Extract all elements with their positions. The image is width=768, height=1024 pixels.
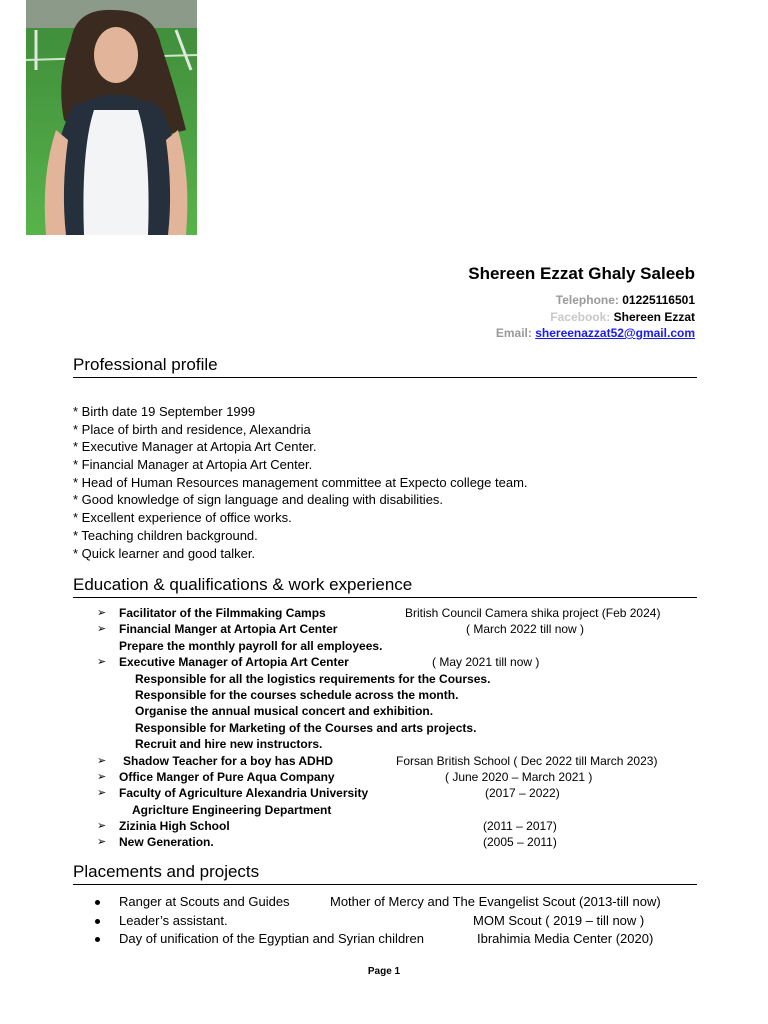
arrow-bullet-icon: ➢ — [97, 787, 107, 800]
education-list — [73, 605, 697, 851]
list-item: * Executive Manager at Artopia Art Center. — [73, 439, 317, 455]
placements-section-title: Placements and projects — [73, 862, 697, 885]
list-item: Responsible for the courses schedule across the month. — [135, 687, 459, 702]
email-link[interactable]: shereenazzat52@gmail.com — [535, 326, 695, 340]
arrow-bullet-icon: ➢ — [97, 770, 107, 783]
page-number: Page 1 — [367, 966, 401, 977]
profile-photo — [26, 0, 197, 235]
placements-list — [73, 893, 697, 949]
candidate-name: Shereen Ezzat Ghaly Saleeb — [468, 264, 695, 283]
education-section-title: Education & qualifications & work experience — [73, 575, 697, 598]
list-item: Recruit and hire new instructors. — [135, 737, 323, 752]
list-item: ➢ Faculty of Agriculture Alexandria University (2017 – 2022) — [97, 786, 560, 801]
telephone-label: Telephone: — [555, 293, 619, 307]
list-item: Responsible for all the logistics requirements for the Courses. — [135, 671, 491, 686]
list-item: * Head of Human Resources management committee at Expecto college team. — [73, 474, 528, 490]
dot-bullet-icon — [95, 900, 100, 905]
list-item: Day of unification of the Egyptian and Syrian children Ibrahimia Media Center (2020) — [73, 930, 697, 949]
list-item: Responsible for Marketing of the Courses and arts projects. — [135, 720, 477, 735]
list-item: * Financial Manager at Artopia Art Center. — [73, 457, 313, 473]
list-item: * Good knowledge of sign language and dealing with disabilities. — [73, 492, 444, 508]
arrow-bullet-icon: ➢ — [97, 836, 107, 849]
contact-block — [468, 264, 695, 342]
dot-bullet-icon — [95, 919, 100, 924]
profile-section-title: Professional profile — [73, 355, 697, 378]
list-item: ➢ Executive Manager of Artopia Art Center ( May 2021 till now ) — [97, 655, 540, 670]
list-item: Ranger at Scouts and Guides Mother of Mercy and The Evangelist Scout (2013-till now) — [73, 893, 697, 912]
list-item: * Excellent experience of office works. — [73, 510, 292, 526]
arrow-bullet-icon: ➢ — [97, 623, 107, 636]
arrow-bullet-icon: ➢ — [97, 820, 107, 833]
list-item: ➢ Office Manger of Pure Aqua Company ( June 2020 – March 2021 ) — [97, 769, 593, 784]
arrow-bullet-icon: ➢ — [97, 607, 107, 619]
telephone-line — [468, 292, 695, 309]
dot-bullet-icon — [95, 937, 100, 942]
list-item: Organise the annual musical concert and exhibition. — [135, 704, 434, 719]
arrow-bullet-icon: ➢ — [97, 656, 107, 669]
arrow-bullet-icon: ➢ — [97, 754, 107, 767]
list-item: ➢ Zizinia High School (2011 – 2017) — [97, 819, 557, 834]
list-item: * Birth date 19 September 1999 — [73, 404, 256, 419]
email-label: Email: — [495, 326, 532, 340]
list-item: ➢ Shadow Teacher for a boy has ADHD Forsan British School ( Dec 2022 till March 2023) — [97, 753, 658, 768]
facebook-value: Shereen Ezzat — [613, 309, 695, 324]
list-item: Prepare the monthly payroll for all employees. — [119, 638, 383, 653]
facebook-line — [468, 309, 695, 326]
profile-list — [73, 403, 697, 562]
list-item: * Quick learner and good talker. — [73, 545, 256, 561]
email-line — [468, 325, 695, 342]
facebook-label: Facebook: — [550, 309, 611, 324]
list-item: * Teaching children background. — [73, 527, 258, 543]
telephone-value: 01225116501 — [622, 293, 695, 307]
list-item: Agriclture Engineering Department — [132, 802, 332, 817]
list-item: * Place of birth and residence, Alexandria — [73, 421, 311, 437]
list-item: ➢ New Generation. (2005 – 2011) — [97, 835, 557, 850]
list-item: ➢ Financial Manger at Artopia Art Center ( March 2022 till now ) — [97, 622, 585, 637]
list-item: Leader’s assistant. MOM Scout ( 2019 – till now ) — [73, 912, 697, 931]
list-item: ➢ Facilitator of the Filmmaking Camps British Council Camera shika project (Feb 2024) — [97, 606, 661, 620]
